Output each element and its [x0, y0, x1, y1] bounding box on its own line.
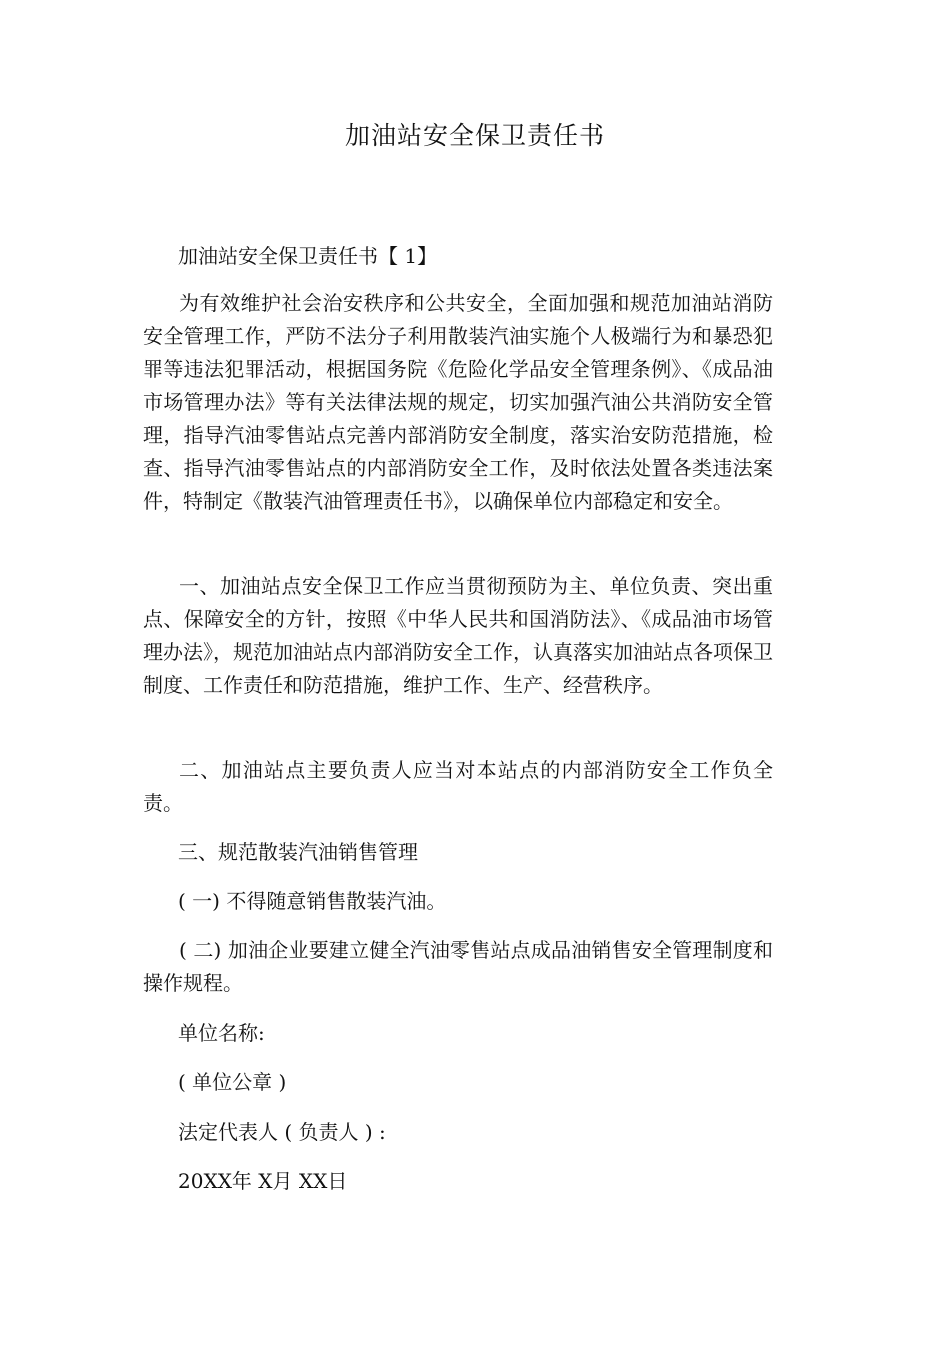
clause-1-paragraph: 一、加油站点安全保卫工作应当贯彻预防为主、单位负责、突出重点、保障安全的方针，按照《中华人民共和国消防法》、《成品油市场管理办法》，规范加油站点内部消防安全工作，认真落实加油站点各项保卫制度、工作责任和防范措施，维护工作、生产、经营秩序。 [143, 574, 773, 697]
clause-2-paragraph: 二、加油站点主要负责人应当对本站点的内部消防安全工作负全责。 [143, 758, 773, 815]
unit-seal-label: ( 单位公章 ) [178, 1070, 287, 1094]
clause-3-item-1: ( 一) 不得随意销售散装汽油。 [178, 889, 447, 913]
document-subtitle: 加油站安全保卫责任书【 1】 [178, 244, 438, 268]
signature-date: 20XX年 X月 XX日 [178, 1169, 348, 1193]
unit-name-label: 单位名称: [178, 1021, 265, 1045]
intro-paragraph: 为有效维护社会治安秩序和公共安全，全面加强和规范加油站消防安全管理工作，严防不法分子利用散装汽油实施个人极端行为和暴恐犯罪等违法犯罪活动，根据国务院《危险化学品安全管理条例》、《成品油市场管理办法》等有关法律法规的规定，切实加强汽油公共消防安全管理，指导汽油零售站点完善内部消防安全制度，落实治安防范措施，检查、指导汽油零售站点的内部消防安全工作，及时依法处置各类违法案件，特制定《散装汽油管理责任书》，以确保单位内部稳定和安全。 [143, 291, 773, 513]
document-title: 加油站安全保卫责任书 [344, 121, 605, 150]
clause-3-heading: 三、规范散装汽油销售管理 [178, 840, 418, 864]
clause-3-item-2: ( 二) 加油企业要建立健全汽油零售站点成品油销售安全管理制度和操作规程。 [143, 938, 773, 995]
legal-representative-label: 法定代表人 ( 负责人 ) : [178, 1120, 386, 1144]
